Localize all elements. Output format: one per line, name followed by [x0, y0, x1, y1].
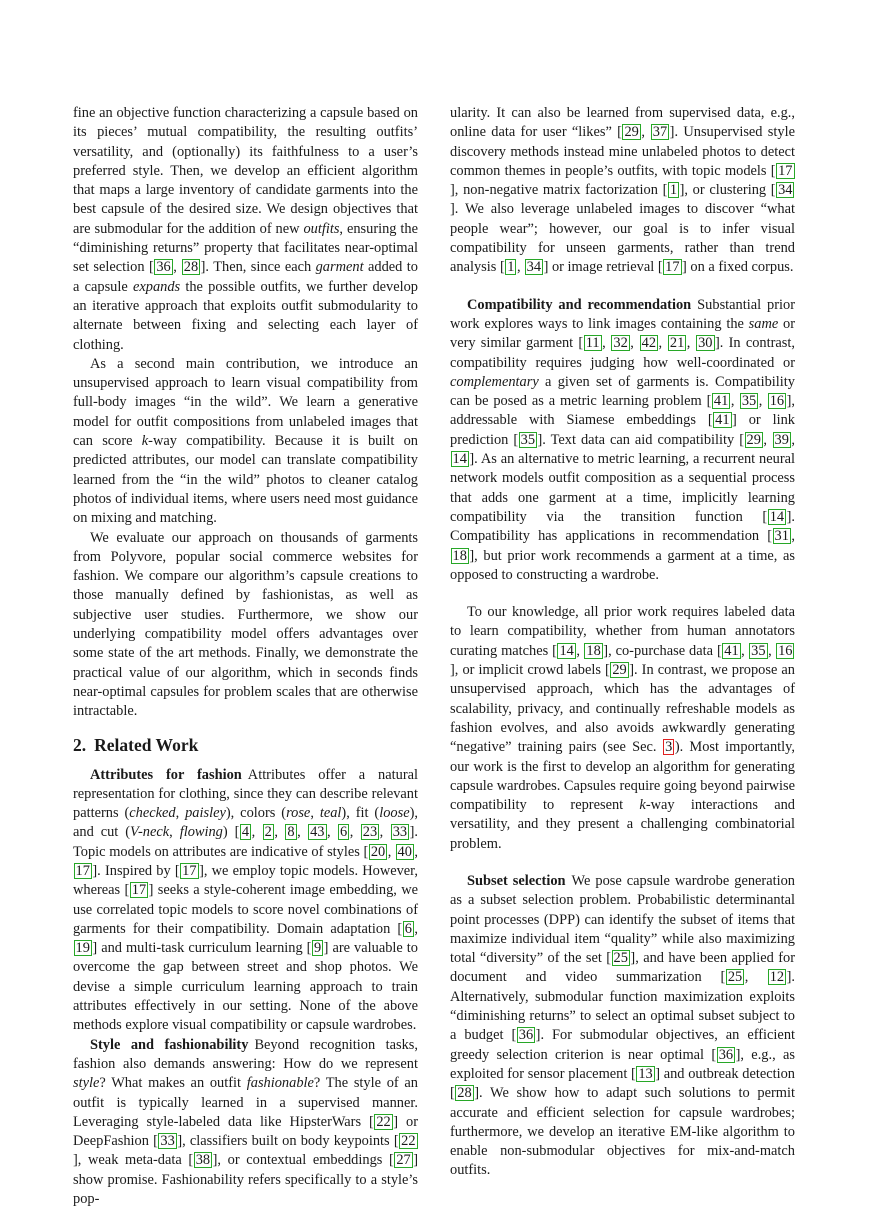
citation-link[interactable]: 41	[724, 642, 739, 659]
emphasis-text: V-neck	[130, 824, 170, 841]
paragraph: We evaluate our approach on thousands of garments from Polyvore, popular social commerce websites for fashion. We compare our algorithm’s capsule creations to those manually defined by fashionistas, as well as subjective user studies. Furthermore, we show our underlying compatibility model offers advantages over some state of the art methods. Finally, we demonstrate the practical value of our algorithm, which in seconds finds near-optimal capsules for problem scales that are otherwise intractable.	[73, 529, 418, 720]
paragraph	[73, 766, 418, 1036]
emphasis-text: style	[73, 1075, 100, 1092]
emphasis-text: k	[639, 797, 646, 814]
citation-link[interactable]: 11	[585, 335, 600, 352]
citation-link[interactable]: 36	[156, 259, 171, 276]
emphasis-text: paisley	[185, 805, 226, 822]
citation-link[interactable]: 35	[520, 431, 536, 448]
citation-link[interactable]: 40	[397, 843, 412, 860]
section-title: Related Work	[94, 734, 199, 755]
emphasis-text: fashionable	[246, 1075, 314, 1092]
citation-link[interactable]: 22	[376, 1113, 391, 1130]
right-column	[450, 104, 795, 1181]
citation-link[interactable]: 29	[624, 124, 639, 141]
section-heading	[73, 734, 418, 756]
left-column	[73, 104, 418, 1209]
citation-link[interactable]: 29	[612, 662, 627, 679]
citation-link[interactable]: 12	[769, 969, 785, 986]
section-number: 2.	[73, 734, 87, 755]
citation-link[interactable]: 20	[370, 843, 386, 860]
citation-link[interactable]: 6	[404, 920, 412, 937]
citation-link[interactable]: 21	[669, 335, 685, 352]
citation-link[interactable]: 34	[778, 182, 793, 199]
citation-link[interactable]: 18	[452, 547, 467, 564]
paragraph-heading: Compatibility and recommendation	[467, 296, 692, 313]
emphasis-text: flowing	[179, 824, 223, 841]
citation-link[interactable]: 14	[559, 642, 574, 659]
citation-link[interactable]: 1	[507, 259, 515, 276]
emphasis-text: rose	[286, 805, 311, 822]
citation-link[interactable]: 28	[457, 1085, 472, 1102]
paragraph: fine an objective function characterizing a capsule based on its pieces’ mutual compatibility, the resulting outfits’ versatility, and (optionally) its faithfulness to a user’s preferred style. Then, we develop an efficient algorithm that maps a large inventory of candidate garments into the best capsule of the desired size. We design objectives that are submodular for the addition of new outfits, ensuring the “diminishing returns” property that facilitates near-optimal set selection [ 36 , 28 ]. Then, since each garment added to a capsule expands the possible outfits, we further develop an iterative approach that exploits outfit submodularity to alternate between fixing and selecting each layer of clothing.	[73, 105, 419, 353]
paragraph-heading: Subset selection	[467, 872, 566, 889]
emphasis-text: same	[748, 315, 779, 332]
citation-link[interactable]: 25	[613, 950, 628, 967]
paragraph: To our knowledge, all prior work requires labeled data to learn compatibility, whether from human annotators curating matches [ 14 , 18 ], co-purchase data [ 41 , 35 , 16], or implicit crowd labels [ 29 ]. In contrast, we propose an unsupervised approach, which has the advantages of scalability, privacy, and continually refreshable models as fashion evolves, and also avoids awkwardly generating “negative” training pairs (see Sec. 3 ). Most importantly, our work is the first to develop an algorithm for generating capsule wardrobes. Capsules require going beyond pairwise compatibility to represent k-way interactions and versatility, and they present a challenging combinatorial problem.	[450, 604, 795, 852]
citation-link[interactable]: 30	[698, 335, 713, 352]
emphasis-text: outfits	[303, 220, 340, 237]
citation-link[interactable]: 31	[774, 528, 789, 545]
citation-link[interactable]: 27	[396, 1152, 411, 1169]
citation-link[interactable]: 19	[75, 940, 90, 957]
emphasis-text: teal	[319, 805, 342, 822]
citation-link[interactable]: 6	[340, 824, 348, 841]
citation-link[interactable]: 32	[613, 335, 628, 352]
emphasis-text: expands	[132, 278, 181, 295]
citation-link[interactable]: 17	[665, 259, 680, 276]
citation-link[interactable]: 1	[669, 182, 678, 199]
paragraph-body: Attributes offer a natural representation for clothing, since they can describe relevant patterns (checked, paisley), colors (rose, teal), fit (loose), and cut (V-neck, flowing) [ 4 , 2 , 8 , 43 , 6 , 23 , 33 ]. Topic models on attributes are indicative of styles [ 20 , 40 , 17 ]. Inspired by [ 17 ], we employ topic models. However, whereas [ 17 ] seeks a style-coherent image embedding, we use correlated topic models to score novel combinations of garments for their compatibility. Domain adaptation [ 6 , 19 ] and multi-task curriculum learning [ 9 ] are valuable to overcome the gap between street and shop photos. We devise a simple curriculum learning approach to train attributes effectively in our setting. None of the above methods explore visual compatibility or capsule wardrobes.	[73, 766, 419, 1034]
citation-link[interactable]: 13	[638, 1065, 653, 1082]
citation-link[interactable]: 17	[75, 862, 90, 879]
citation-link[interactable]: 16	[769, 393, 785, 410]
paragraph	[450, 296, 795, 585]
paragraph: ularity. It can also be learned from supervised data, e.g., online data for user “likes” [ 29 , 37 ]. Unsupervised style discovery methods instead mine unlabeled photos to detect common themes in people’s outfits, with topic models [ 17], non-negative matrix factorization [ 1 ], or clustering [ 34]. We also leverage unlabeled images to discover “what people wear”; however, our goal is to infer visual compatibility for unseen garments, rather than trend analysis [ 1 , 34 ] or image retrieval [ 17 ] on a fixed corpus.	[450, 105, 795, 276]
section-ref-link[interactable]: 3	[665, 739, 673, 756]
citation-link[interactable]: 17	[131, 882, 147, 899]
citation-link[interactable]: 39	[774, 431, 789, 448]
citation-link[interactable]: 33	[392, 824, 408, 841]
paragraph	[73, 1036, 418, 1209]
paragraph-body: Substantial prior work explores ways to link images containing the same or very similar garment [ 11 , 32 , 42 , 21 , 30 ]. In contrast, compatibility requires judging how well-coordinated or complementary a given set of garments is. Compatibility can be posed as a metric learning problem [ 41 , 35 , 16 ], addressable with Siamese embeddings [ 41 ] or link prediction [ 35 ]. Text data can aid compatibility [ 29 , 39 , 14 ]. As an alternative to metric learning, a recurrent neural network models outfit composition as a sequential process that adds one garment at a time, implicitly learning compatibility via the transition function [ 14 ]. Compatibility has applications in recommendation [ 31 , 18 ], but prior work recommends a garment at a time, as opposed to constructing a wardrobe.	[450, 296, 796, 583]
citation-link[interactable]: 33	[160, 1133, 175, 1150]
citation-link[interactable]: 14	[452, 451, 467, 468]
citation-link[interactable]: 41	[713, 393, 729, 410]
citation-link[interactable]: 41	[715, 412, 730, 429]
emphasis-text: garment	[315, 259, 364, 276]
paragraph: As a second main contribution, we introduce an unsupervised approach to learn visual compatibility from full-body images “in the wild”. We learn a generative model for outfit compositions from unlabeled images that can score k-way compatibility. Because it is built on predicted attributes, our model can translate compatibility learned from the “in the wild” photos to cleaner catalog photos of individual items, where users need most guidance on mixing and matching.	[73, 355, 418, 527]
citation-link[interactable]: 9	[313, 940, 322, 957]
citation-link[interactable]: 43	[310, 824, 325, 841]
emphasis-text: k	[141, 433, 149, 450]
citation-link[interactable]: 4	[241, 824, 250, 841]
paragraph-body: Beyond recognition tasks, fashion also demands answering: How do we represent style? What makes an outfit fashionable? The style of an outfit is typically learned in a supervised manner. Leveraging style-labeled data like HipsterWars [ 22 ] or DeepFashion [ 33 ], classifiers built on body keypoints [ 22], weak meta-data [ 38 ], or contextual embeddings [ 27 ] show promise. Fashionability refers specifically to a style’s pop-	[73, 1036, 418, 1208]
paragraph-heading: Style and fashionability	[90, 1036, 249, 1053]
emphasis-text: complementary	[450, 373, 539, 390]
emphasis-text: checked	[129, 805, 176, 822]
citation-link[interactable]: 14	[769, 508, 785, 525]
citation-link[interactable]: 38	[195, 1152, 211, 1169]
citation-link[interactable]: 35	[751, 642, 766, 659]
citation-link[interactable]: 22	[401, 1133, 416, 1150]
citation-link[interactable]: 37	[652, 124, 668, 141]
citation-link[interactable]: 16	[778, 642, 793, 659]
citation-link[interactable]: 17	[182, 862, 197, 879]
citation-link[interactable]: 42	[641, 335, 657, 352]
citation-link[interactable]: 29	[746, 431, 761, 448]
citation-link[interactable]: 36	[518, 1027, 534, 1044]
citation-link[interactable]: 34	[526, 259, 542, 276]
paragraph	[450, 872, 795, 1181]
citation-link[interactable]: 23	[362, 824, 378, 841]
citation-link[interactable]: 2	[264, 824, 272, 841]
citation-link[interactable]: 36	[718, 1046, 734, 1063]
citation-link[interactable]: 35	[741, 393, 757, 410]
emphasis-text: loose	[379, 805, 410, 822]
paragraph-heading: Attributes for fashion	[90, 766, 242, 783]
citation-link[interactable]: 18	[586, 642, 601, 659]
citation-link[interactable]: 25	[727, 969, 743, 986]
paragraph-body: We pose capsule wardrobe generation as a subset selection problem. Probabilistic determinantal point processes (DPP) can identify the subset of items that maximize individual item “quality” while also maximizing total “diversity” of the set [ 25 ], and have been applied for document and video summarization [ 25 , 12 ]. Alternatively, submodular function maximization exploits “diminishing returns” to select an optimal subset subject to a budget [ 36 ]. For submodular objectives, an efficient greedy selection criterion is near optimal [ 36 ], e.g., as exploited for sensor placement [ 13 ] and outbreak detection [ 28 ]. We show how to adapt such solutions to permit accurate and efficient selection for capsule wardrobes; furthermore, we develop an iterative EM-like algorithm to enable non-submodular objectives for mix-and-match outfits.	[450, 872, 796, 1179]
citation-link[interactable]: 8	[287, 824, 295, 841]
citation-link[interactable]: 28	[183, 259, 199, 276]
citation-link[interactable]: 17	[778, 162, 793, 179]
